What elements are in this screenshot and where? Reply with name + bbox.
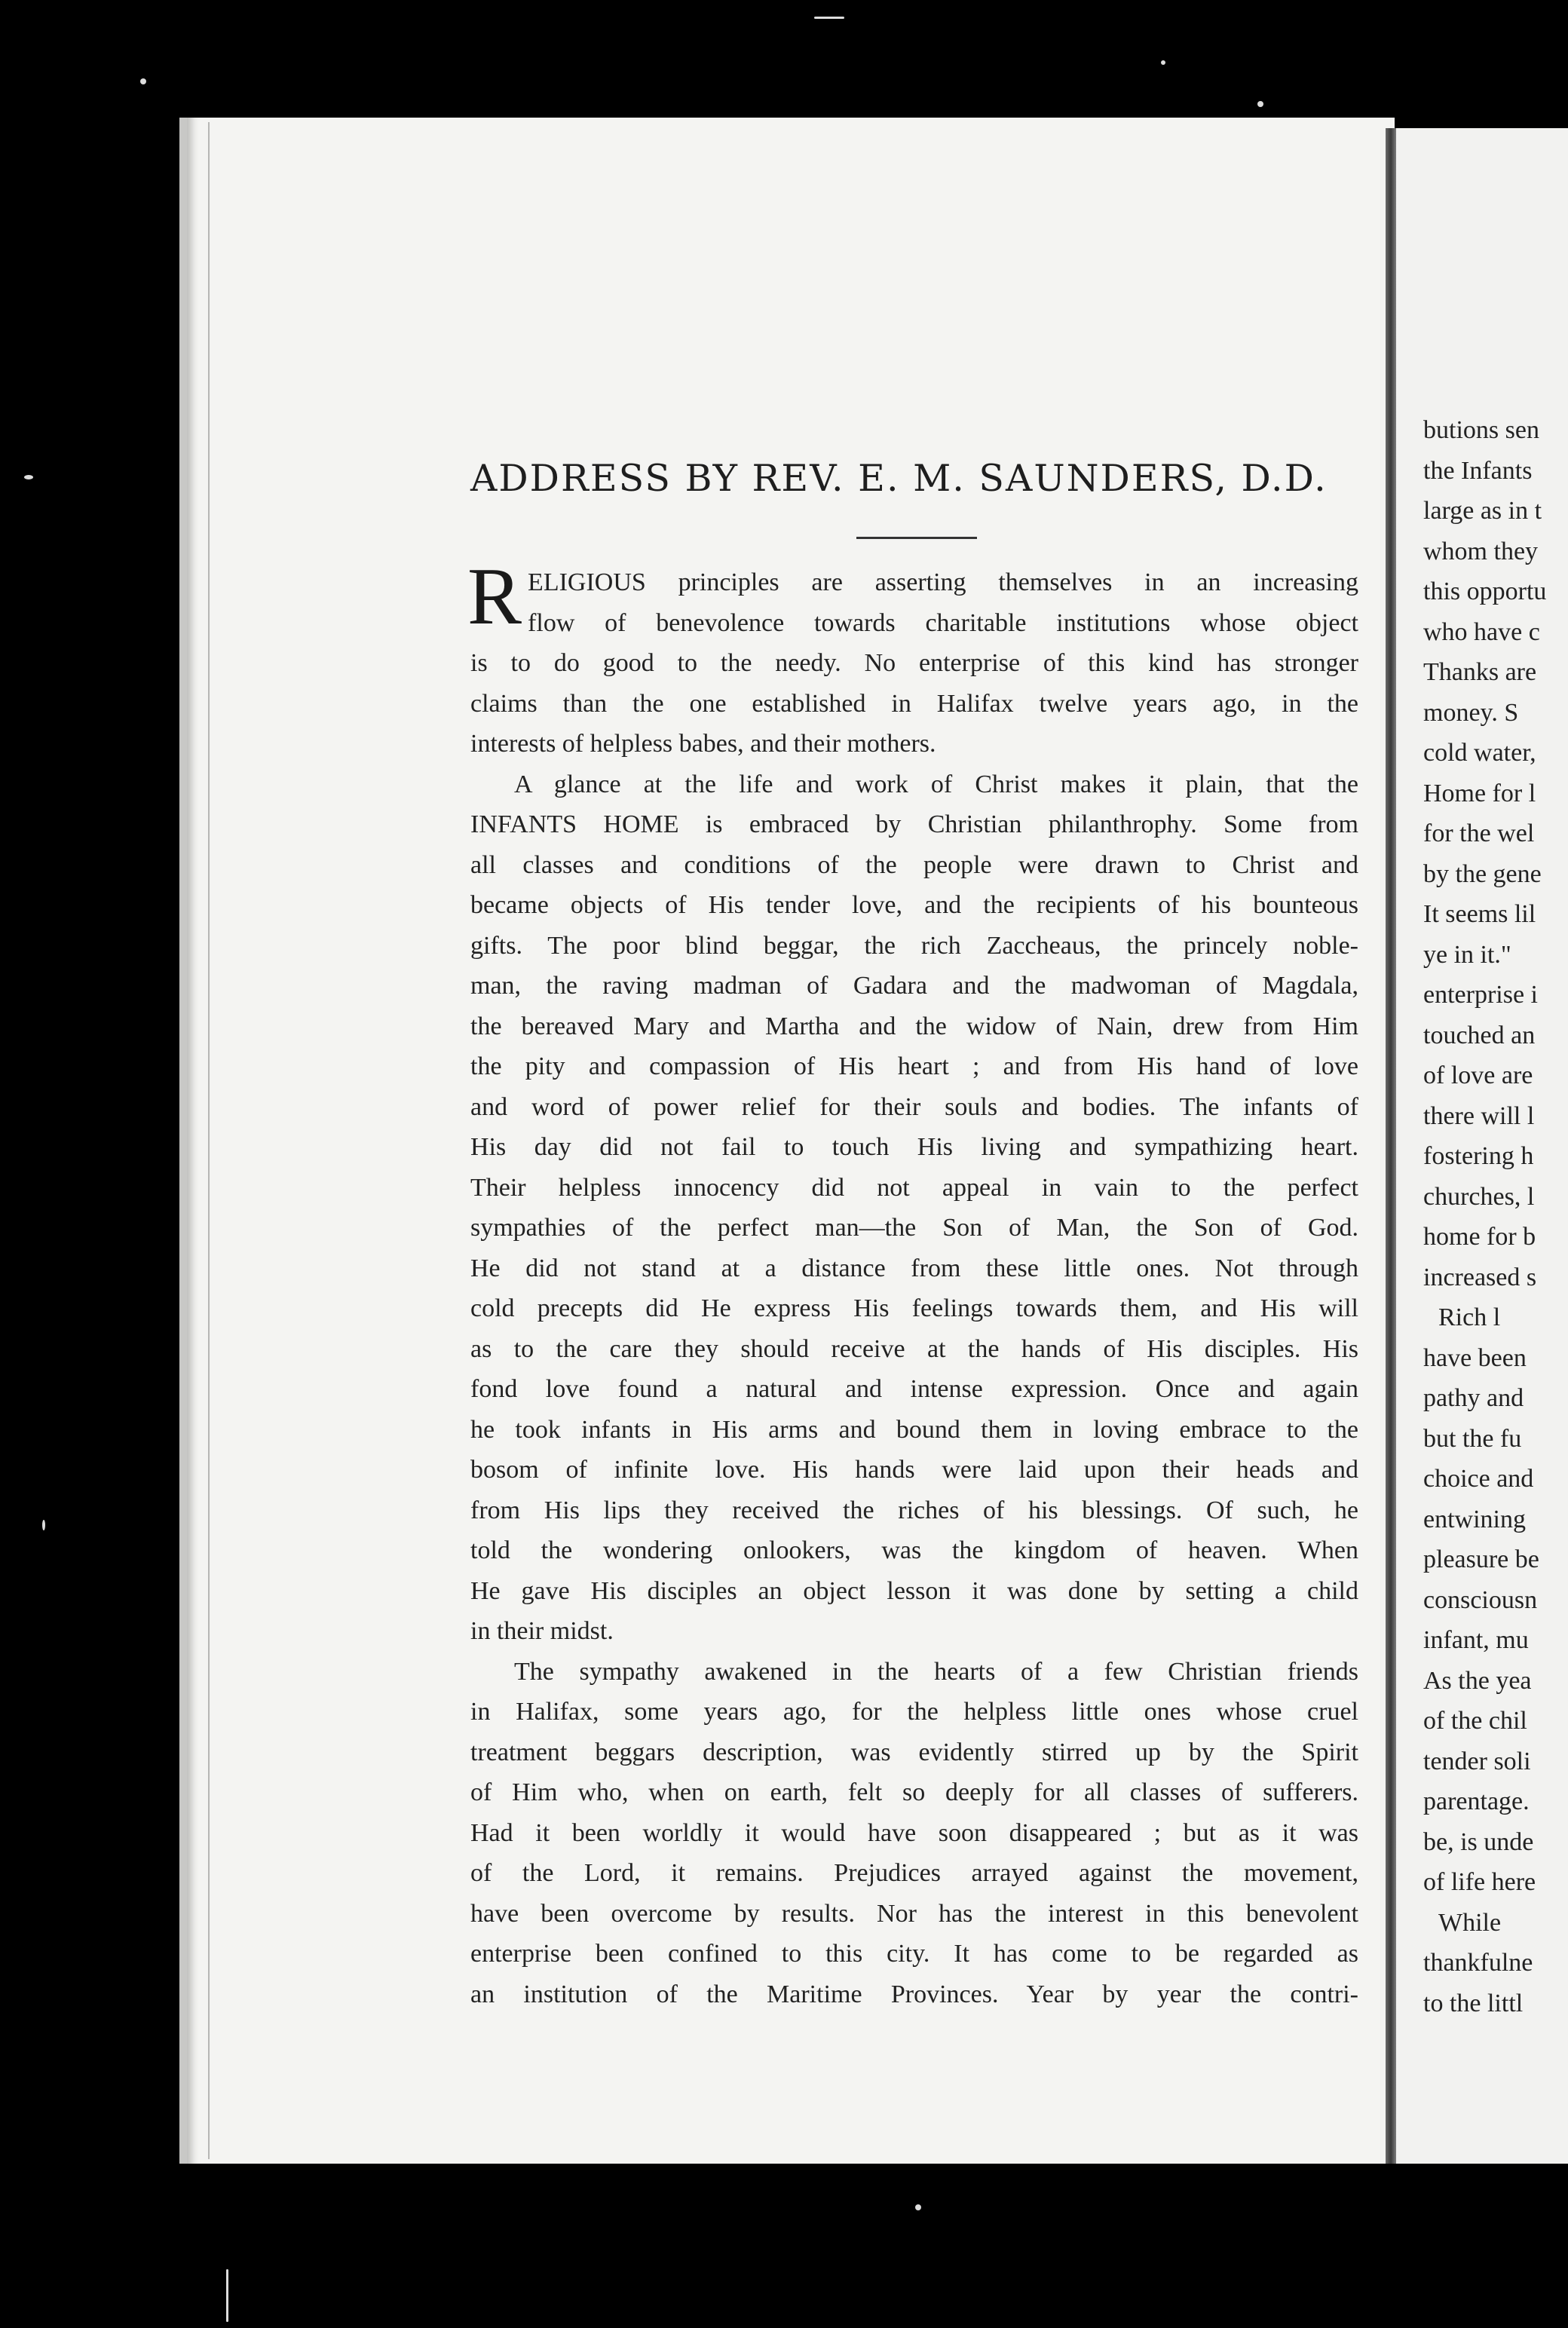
right-line: consciousn (1423, 1585, 1538, 1614)
right-line: pathy and (1423, 1384, 1524, 1412)
film-speck (1161, 60, 1165, 65)
drop-cap: R (467, 552, 522, 642)
title-divider (856, 537, 977, 539)
right-line: of life here (1423, 1868, 1536, 1896)
right-line: choice and (1423, 1465, 1534, 1493)
text-line: cold precepts did He express His feelings towards them, and His will (470, 1294, 1358, 1322)
page-gutter (1386, 128, 1396, 2164)
right-line: who have c (1423, 617, 1540, 646)
text-line: from His lips they received the riches of his blessings. Of such, he (470, 1496, 1358, 1524)
right-line: butions sen (1423, 416, 1539, 444)
paragraph-2 (470, 764, 1358, 1652)
right-line: but the fu (1423, 1424, 1522, 1453)
text-line: in their midst. (470, 1617, 614, 1645)
right-line: for the wel (1423, 819, 1535, 847)
right-line: large as in t (1423, 497, 1542, 525)
article-body (467, 552, 1358, 2014)
film-speck (140, 78, 146, 84)
right-line: by the gene (1423, 859, 1542, 888)
text-line: Had it been worldly it would have soon disappeared ; but as it was (470, 1818, 1358, 1847)
right-line: churches, l (1423, 1182, 1535, 1211)
right-line: there will l (1423, 1101, 1535, 1130)
text-line: of Him who, when on earth, felt so deeply for all classes of sufferers. (470, 1778, 1358, 1806)
right-line: tender soli (1423, 1747, 1531, 1775)
text-line: bosom of infinite love. His hands were laid upon their heads and (470, 1456, 1358, 1484)
page-edge-rule (208, 122, 210, 2159)
right-line: fostering h (1423, 1142, 1534, 1170)
text-line: an institution of the Maritime Provinces. Year by year the contri- (470, 1980, 1358, 2008)
text-line: he took infants in His arms and bound them in loving embrace to the (470, 1415, 1358, 1444)
right-line: the Infants (1423, 456, 1533, 485)
right-line: It seems lil (1423, 900, 1536, 928)
page-title: ADDRESS BY REV. E. M. SAUNDERS, D.D. (470, 457, 1328, 500)
film-speck (915, 2204, 921, 2210)
film-speck (24, 475, 33, 479)
film-speck (814, 17, 844, 19)
right-line: of the chil (1423, 1707, 1527, 1735)
text-line: A glance at the life and work of Christ makes it plain, that the (514, 770, 1358, 798)
text-line: enterprise been confined to this city. It has come to be regarded as (470, 1940, 1358, 1968)
text-line: flow of benevolence towards charitable institutions whose object (528, 608, 1358, 637)
right-line: Home for l (1423, 779, 1536, 807)
right-line: Thanks are (1423, 658, 1537, 686)
text-line: in Halifax, some years ago, for the helpless little ones whose cruel (470, 1698, 1358, 1726)
right-line: As the yea (1423, 1666, 1532, 1695)
right-line: money. S (1423, 698, 1519, 727)
text-line: ELIGIOUS principles are asserting themselves in an increasing (528, 568, 1358, 596)
right-line: ye in it." (1423, 940, 1511, 969)
right-line: thankfulne (1423, 1949, 1533, 1977)
right-line: have been (1423, 1343, 1527, 1372)
text-line: all classes and conditions of the people were drawn to Christ and (470, 850, 1358, 879)
right-page (1396, 128, 1568, 2164)
text-line: INFANTS HOME is embraced by Christian philanthrophy. Some from (470, 810, 1358, 838)
text-line: claims than the one established in Halifax twelve years ago, in the (470, 689, 1358, 718)
right-line: this opportu (1423, 577, 1547, 605)
text-line: the bereaved Mary and Martha and the widow of Nain, drew from Him (470, 1012, 1358, 1040)
right-line: infant, mu (1423, 1626, 1529, 1654)
text-line: and word of power relief for their souls and bodies. The infants of (470, 1092, 1358, 1121)
right-line: increased s (1423, 1263, 1537, 1291)
right-line: pleasure be (1423, 1545, 1539, 1573)
text-line: man, the raving madman of Gadara and the madwoman of Magdala, (470, 972, 1358, 1000)
film-speck (226, 2269, 228, 2322)
text-line: interests of helpless babes, and their mothers. (470, 730, 936, 758)
text-line: told the wondering onlookers, was the kingdom of heaven. When (470, 1536, 1358, 1564)
text-line: He did not stand at a distance from these little ones. Not through (470, 1254, 1358, 1282)
text-line: became objects of His tender love, and the recipients of his bounteous (470, 891, 1358, 919)
right-line: be, is unde (1423, 1827, 1534, 1856)
paragraph-3 (470, 1652, 1358, 2015)
text-line: the pity and compassion of His heart ; and from His hand of love (470, 1052, 1358, 1080)
right-line: enterprise i (1423, 981, 1538, 1009)
right-line: of love are (1423, 1061, 1533, 1089)
right-line: to the littl (1423, 1989, 1524, 2017)
right-page-column (1423, 410, 1546, 2023)
text-line: treatment beggars description, was evidently stirred up by the Spirit (470, 1738, 1358, 1766)
right-line: home for b (1423, 1223, 1536, 1251)
film-speck (42, 1520, 45, 1530)
text-line: Their helpless innocency did not appeal in vain to the perfect (470, 1173, 1358, 1202)
right-line: entwining (1423, 1505, 1526, 1533)
text-line: is to do good to the needy. No enterprise of this kind has stronger (470, 649, 1358, 677)
text-line: His day did not fail to touch His living and sympathizing heart. (470, 1133, 1358, 1161)
text-line: have been overcome by results. Nor has the interest in this benevolent (470, 1899, 1358, 1928)
right-line: whom they (1423, 537, 1539, 565)
right-line: While (1438, 1908, 1502, 1937)
text-line: gifts. The poor blind beggar, the rich Zaccheaus, the princely noble- (470, 931, 1358, 960)
right-line: parentage. (1423, 1787, 1530, 1815)
right-line: Rich l (1438, 1303, 1501, 1331)
film-speck (1257, 101, 1263, 107)
text-line: sympathies of the perfect man—the Son of Man, the Son of God. (470, 1214, 1358, 1242)
right-line: cold water, (1423, 739, 1536, 767)
text-line: He gave His disciples an object lesson it was done by setting a child (470, 1576, 1358, 1605)
right-line: touched an (1423, 1021, 1536, 1049)
paragraph-1 (467, 552, 1358, 764)
text-line: fond love found a natural and intense expression. Once and again (470, 1375, 1358, 1403)
text-line: of the Lord, it remains. Prejudices arrayed against the movement, (470, 1859, 1358, 1887)
text-line: as to the care they should receive at the hands of His disciples. His (470, 1334, 1358, 1363)
text-line: The sympathy awakened in the hearts of a few Christian friends (514, 1657, 1358, 1686)
